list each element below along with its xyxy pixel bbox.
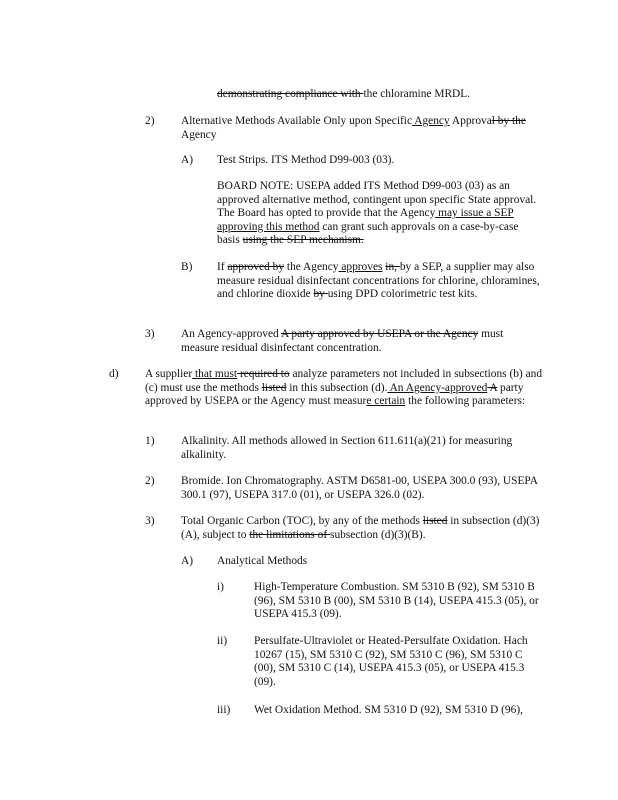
text: BOARD NOTE: USEPA added ITS Method D99-003 (03) as an approved alternative method, contingent upon specific State approval. The Board has opted to provide that the Agency (217, 180, 537, 220)
text: in subsection (d)(3)(A), subject to (181, 515, 540, 541)
text: Alternative Methods Available Only upon Specific (181, 115, 413, 127)
item-number: iii) (217, 704, 231, 716)
text: Agency (181, 128, 217, 141)
item-number: B) (181, 261, 193, 273)
item-persulfate-oxidation: Persulfate-Ultraviolet or Heated-Persulfate Oxidation. Hach 10267 (15), SM 5310 C (92), SM 5310 C (96), SM 5310 C (00), SM 5310 C (14), USEPA 415.3 (05), or USEPA 415.3 (09). (254, 635, 528, 688)
deleted-text: listed (422, 515, 448, 527)
item-number: ii) (217, 635, 228, 647)
item-number: 3) (145, 515, 155, 527)
item-number: A) (181, 555, 194, 567)
item-number: 3) (145, 328, 155, 340)
item-alternative-methods (181, 115, 561, 142)
inserted-text: e certain (366, 395, 406, 408)
text: party approved by USEPA or the Agency must measur (145, 381, 524, 408)
item-wet-oxidation: Wet Oxidation Method. SM 5310 D (92), SM 5310 D (96), (254, 704, 523, 716)
item-dpd-kits (217, 261, 542, 302)
board-note (217, 180, 539, 248)
item-number: 2) (145, 475, 155, 487)
text: Approva (449, 115, 492, 127)
subsection-d (145, 368, 545, 409)
inserted-text: may issue a SEP approving this method (217, 207, 514, 233)
text: the Agency (284, 261, 339, 273)
item-analytical-methods: Analytical Methods (217, 555, 308, 567)
deleted-text: listed (261, 381, 287, 394)
text: An Agency-approved (181, 328, 281, 340)
item-toc (181, 515, 541, 542)
deleted-text: A (487, 381, 498, 394)
item-test-strips: Test Strips. ITS Method D99-003 (03). (217, 154, 395, 166)
text: the chloramine MRDL. (363, 88, 471, 100)
item-high-temp-combustion: High-Temperature Combustion. SM 5310 B (92), SM 5310 B (96), SM 5310 B (00), SM 5310 B (14), USEPA 415.3 (05), or USEPA 415.3 (09). (254, 581, 539, 621)
deleted-text: using the SEP mechanism. (242, 234, 364, 247)
item-alkalinity: Alkalinity. All methods allowed in Section 611.611(a)(21) for measuring alkalinity. (181, 435, 513, 461)
text: analyze parameters not included in subsections (b) and (c) must use the methods (145, 368, 543, 394)
item-number: 1) (145, 435, 155, 447)
item-number: A) (181, 154, 194, 166)
text: must measure residual disinfectant concentration. (181, 328, 504, 354)
inserted-text: Agency (412, 115, 450, 127)
deleted-text: the limitations of (249, 528, 331, 541)
text: in this subsection (d). (286, 381, 388, 394)
deleted-text: required to (237, 368, 290, 380)
text: using DPD colorimetric test kits. (327, 288, 478, 301)
text: A supplier (145, 368, 193, 380)
item-number: 2) (145, 115, 155, 127)
deleted-text: approved by (227, 261, 285, 273)
text: the following parameters: (405, 395, 526, 408)
text: Total Organic Carbon (TOC), by any of the methods (181, 515, 423, 527)
deleted-text: by (313, 288, 328, 301)
text: by a SEP, a supplier may also measure residual disinfectant concentrations for chlorine, chloramines, and chlorine dioxide (217, 261, 540, 301)
item-number: i) (217, 581, 224, 593)
deleted-text: demonstrating compliance with (217, 88, 364, 100)
item-agency-approved (181, 328, 541, 355)
text: If (217, 261, 228, 273)
deleted-text: A party approved by USEPA or the Agency (280, 328, 479, 340)
paragraph-continuation (217, 88, 577, 102)
item-bromide: Bromide. Ion Chromatography. ASTM D6581-00, USEPA 300.0 (93), USEPA 300.1 (97), USEPA 317.0 (01), or USEPA 326.0 (02). (181, 475, 538, 501)
deleted-text: in, (385, 261, 400, 273)
inserted-text: that must (192, 368, 238, 380)
inserted-text: An Agency-approved (387, 381, 488, 394)
subsection-letter: d) (109, 368, 119, 380)
text: can grant such approvals on a case-by-case basis (217, 220, 519, 247)
inserted-text: approves (338, 261, 383, 273)
deleted-text: l by the (491, 115, 526, 127)
text: subsection (d)(3)(B). (330, 528, 426, 541)
